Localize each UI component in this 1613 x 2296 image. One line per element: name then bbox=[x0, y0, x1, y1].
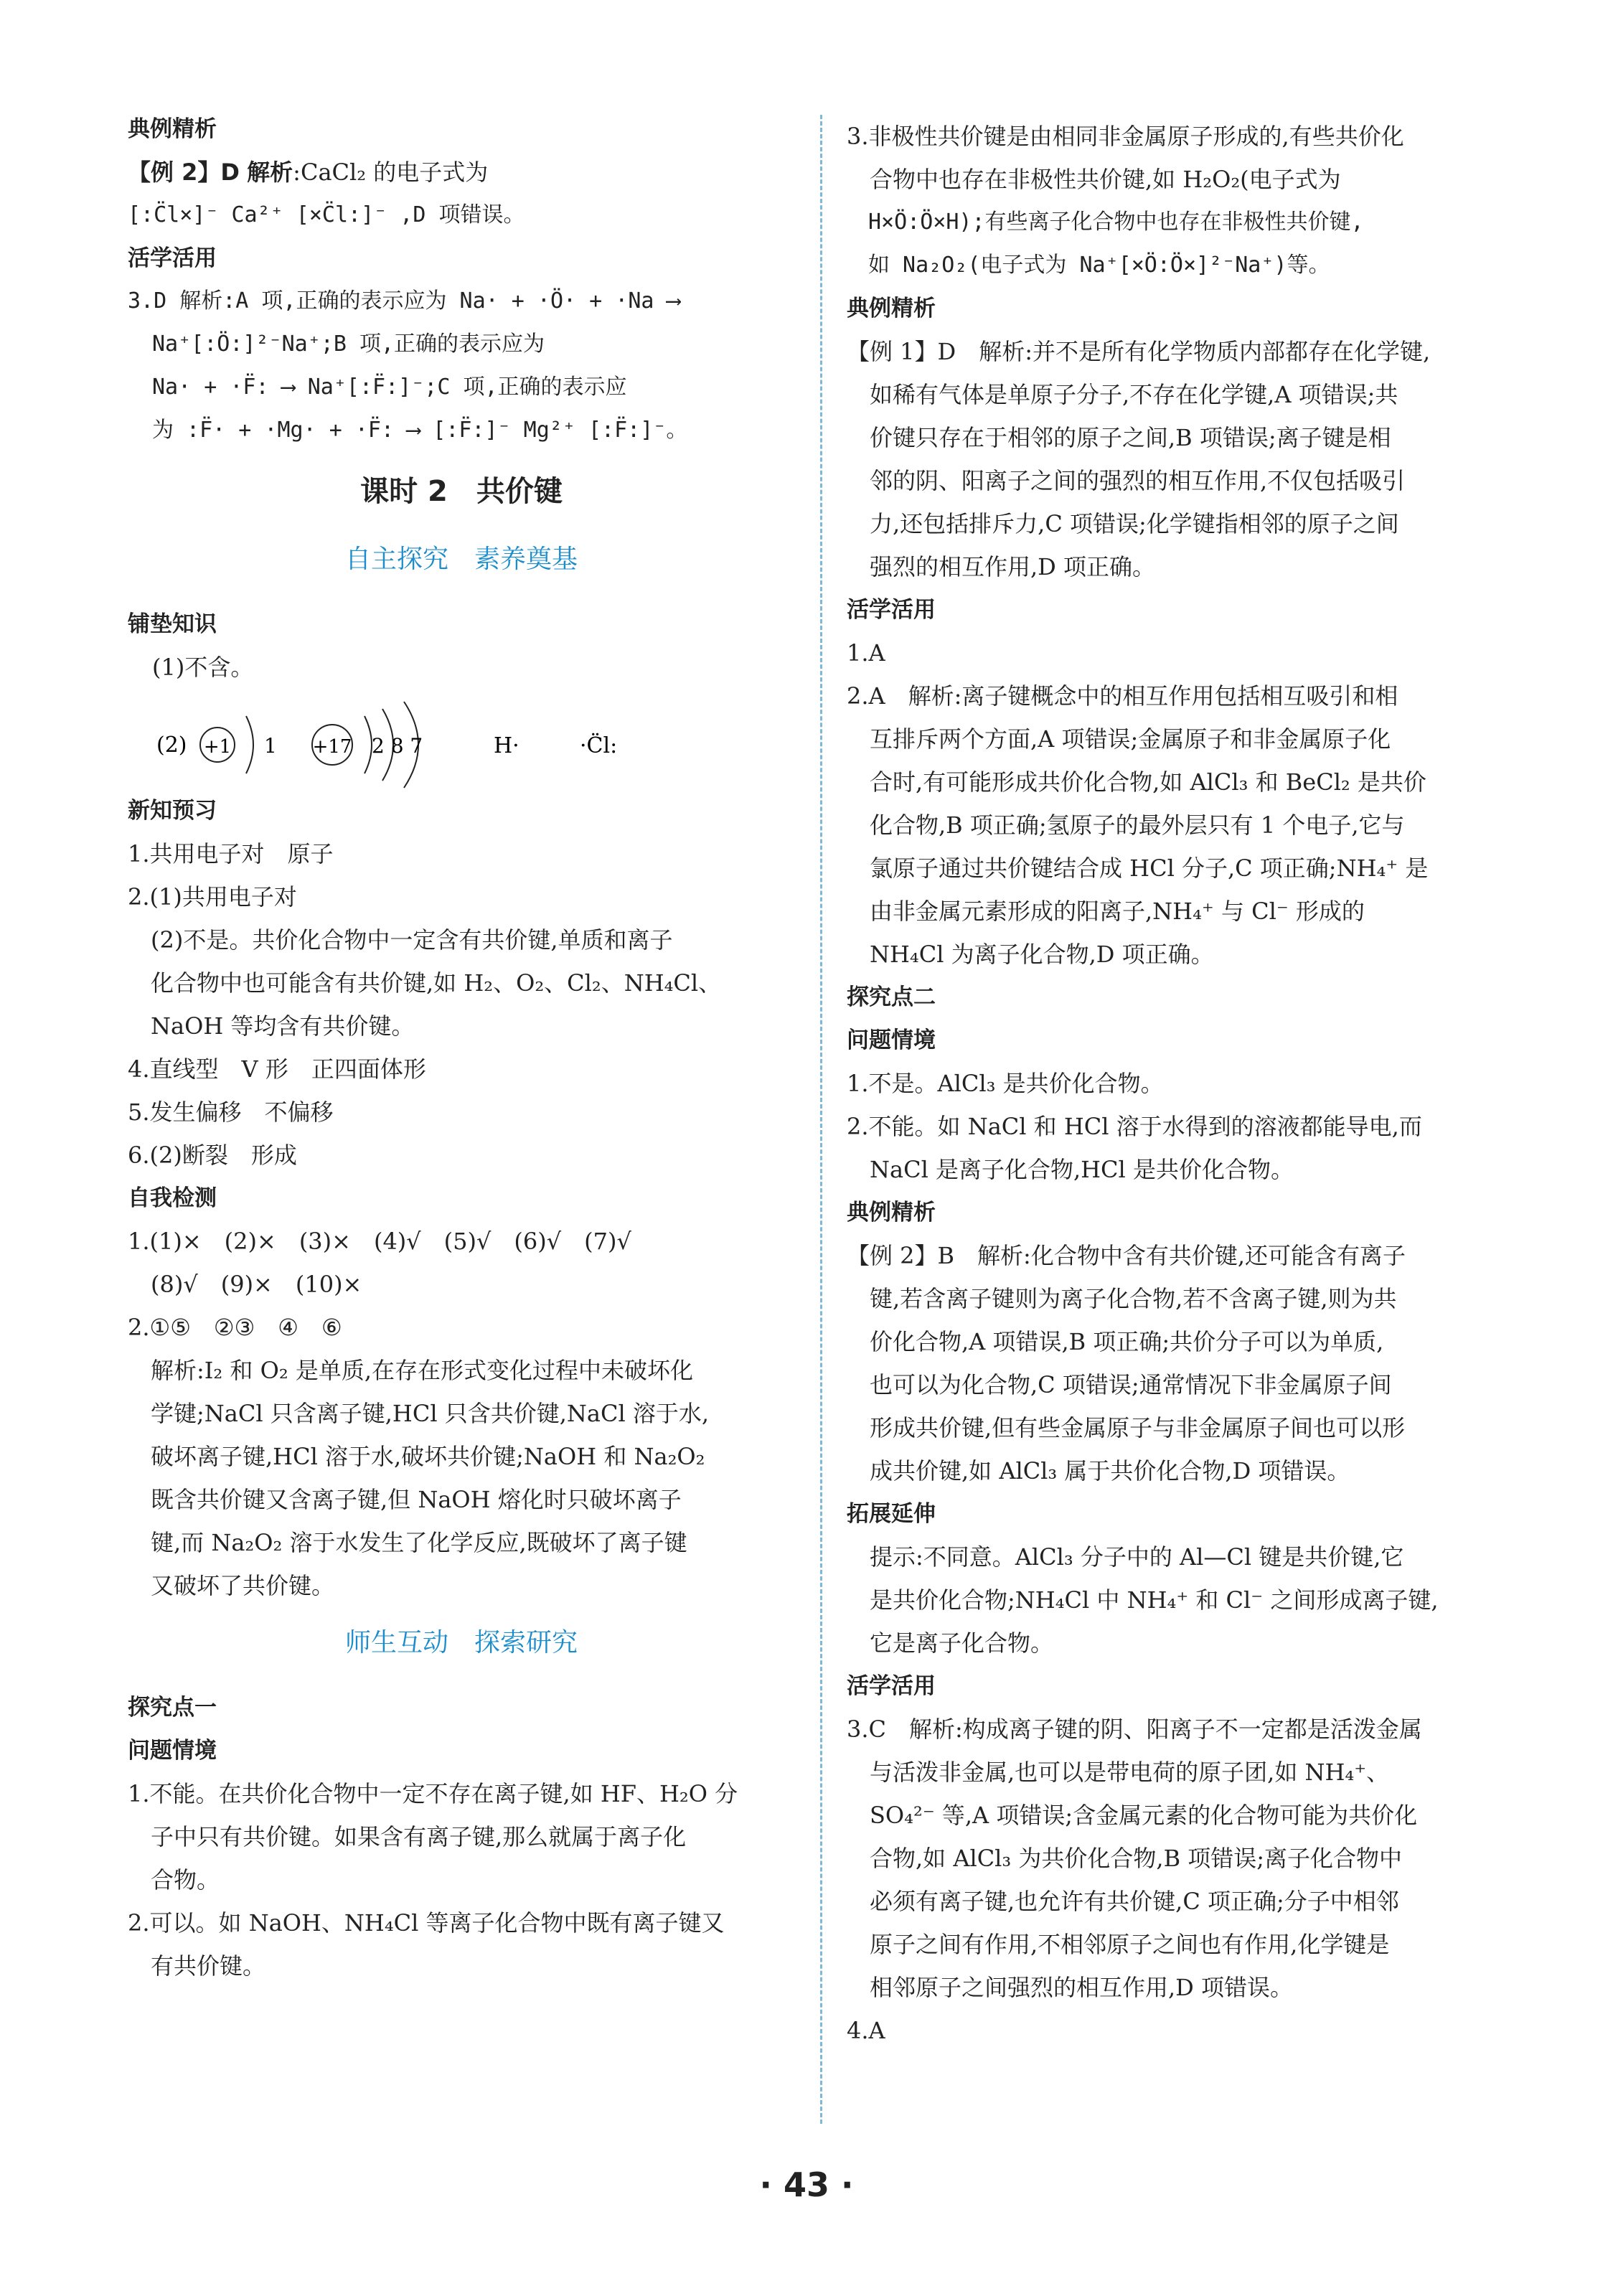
example-2r-line: 也可以为化合物,C 项错误;通常情况下非金属原子间 bbox=[847, 1371, 1392, 1398]
wenti-item: NaCl 是离子化合物,HCl 是共价化合物。 bbox=[847, 1156, 1294, 1183]
heading-tuozhan: 拓展延伸 bbox=[847, 1501, 936, 1527]
column-divider bbox=[820, 115, 822, 2124]
heading-tanjiu-1: 探究点一 bbox=[128, 1695, 217, 1721]
huoxue-line: 氯原子通过共价键结合成 HCl 分子,C 项正确;NH₄⁺ 是 bbox=[847, 855, 1429, 882]
example-2r-line: 价化合物,A 项错误,B 项正确;共价分子可以为单质, bbox=[847, 1328, 1384, 1355]
heading-huoxue-r1: 活学活用 bbox=[847, 597, 936, 623]
ziwo-list bbox=[128, 1220, 795, 1607]
example-1-line: 力,还包括排斥力,C 项错误;化学键指相邻的原子之间 bbox=[847, 510, 1399, 537]
ziwo-item: 2.①⑤ ②③ ④ ⑥ bbox=[128, 1314, 342, 1341]
p3-line: H×Ö:Ö×H);有些离子化合物中也存在非极性共价键, bbox=[847, 210, 1364, 235]
huoxue-line: 1.A bbox=[847, 639, 885, 667]
heading-wenti-2: 问题情境 bbox=[847, 1027, 936, 1053]
heading-huoxue-r2: 活学活用 bbox=[847, 1673, 936, 1699]
ziwo-jx-line: 破坏离子键,HCl 溶于水,破坏共价键;NaOH 和 Na₂O₂ bbox=[128, 1443, 705, 1470]
p3-block bbox=[847, 115, 1514, 287]
atom-structure-diagram bbox=[128, 689, 795, 789]
xinzhi-item: 5.发生偏移 不偏移 bbox=[128, 1098, 334, 1126]
wenti-item: 1.不是。AlCl₃ 是共价化合物。 bbox=[847, 1070, 1164, 1097]
p3-line: 合物中也存在非极性共价键,如 H₂O₂(电子式为 bbox=[847, 166, 1341, 193]
tuozhan-block bbox=[847, 1535, 1514, 1665]
wenti-item: 2.可以。如 NaOH、NH₄Cl 等离子化合物中既有离子键又 bbox=[128, 1909, 725, 1937]
puzhi-1: (1)不含。 bbox=[152, 654, 254, 681]
xinzhi-list bbox=[128, 832, 795, 1177]
ziwo-jx-line: 既含共价键又含离子键,但 NaOH 熔化时只破坏离子 bbox=[128, 1486, 682, 1513]
wenti-item: 2.不能。如 NaCl 和 HCl 溶于水得到的溶液都能导电,而 bbox=[847, 1113, 1422, 1140]
example-2r-block bbox=[847, 1234, 1514, 1492]
huoxue2-line: 原子之间有作用,不相邻原子之间也有作用,化学键是 bbox=[847, 1931, 1390, 1958]
h-shell bbox=[246, 716, 253, 773]
h-nucleus-charge: +1 bbox=[203, 736, 232, 758]
wenti-item: 合物。 bbox=[128, 1866, 220, 1893]
heading-wenti-1: 问题情境 bbox=[128, 1738, 217, 1764]
heading-dianli-r2: 典例精析 bbox=[847, 1200, 936, 1225]
p3-line: 3.非极性共价键是由相同非金属原子形成的,有些共价化 bbox=[847, 123, 1404, 150]
huoxue2-line: 3.C 解析:构成离子键的阴、阳离子不一定都是活泼金属 bbox=[847, 1716, 1422, 1743]
q3-line: 3.D 解析:A 项,正确的表示应为 Na· + ·Ö· + ·Na ⟶ bbox=[128, 288, 680, 314]
heading-ziwo: 自我检测 bbox=[128, 1185, 217, 1211]
xinzhi-item: 化合物中也可能含有共价键,如 H₂、O₂、Cl₂、NH₄Cl、 bbox=[128, 969, 722, 997]
heading-dianli-1: 典例精析 bbox=[128, 116, 217, 142]
huoxue-block-2 bbox=[847, 1708, 1514, 2052]
q3-answer-block bbox=[128, 280, 795, 452]
wenti-item: 1.不能。在共价化合物中一定不存在离子键,如 HF、H₂O 分 bbox=[128, 1780, 738, 1807]
ziwo-jx-line: 解析:I₂ 和 O₂ 是单质,在存在形式变化过程中未破坏化 bbox=[128, 1357, 694, 1384]
ziwo-jx-line: 又破坏了共价键。 bbox=[128, 1572, 335, 1599]
huoxue2-line: SO₄²⁻ 等,A 项错误;含金属元素的化合物可能为共价化 bbox=[847, 1802, 1418, 1829]
section-band-1: 自主探究 素养奠基 bbox=[344, 545, 578, 574]
cl-shell-1 bbox=[365, 716, 372, 773]
huoxue2-line: 与活泼非金属,也可以是带电荷的原子团,如 NH₄⁺、 bbox=[847, 1759, 1390, 1786]
ziwo-item: 1.(1)× (2)× (3)× (4)√ (5)√ (6)√ (7)√ bbox=[128, 1228, 631, 1255]
xinzhi-item: NaOH 等均含有共价键。 bbox=[128, 1012, 415, 1040]
example-1-line: 强烈的相互作用,D 项正确。 bbox=[847, 553, 1156, 580]
example-2r-line: 形成共价键,但有些金属原子与非金属原子间也可以形 bbox=[847, 1414, 1406, 1441]
example-2r-line: 键,若含离子键则为离子化合物,若不含离子键,则为共 bbox=[847, 1285, 1397, 1312]
huoxue-line: 化合物,B 项正确;氢原子的最外层只有 1 个电子,它与 bbox=[847, 811, 1405, 839]
huoxue-line: 由非金属元素形成的阳离子,NH₄⁺ 与 Cl⁻ 形成的 bbox=[847, 898, 1365, 925]
xinzhi-item: 4.直线型 V 形 正四面体形 bbox=[128, 1055, 426, 1083]
heading-xinzhi: 新知预习 bbox=[128, 798, 217, 824]
cl-electron-dot: ·C̈l: bbox=[580, 733, 618, 758]
cl-electrons: 2 8 7 bbox=[372, 734, 423, 758]
wenti-item: 有共价键。 bbox=[128, 1952, 266, 1980]
xinzhi-item: 2.(1)共用电子对 bbox=[128, 883, 297, 911]
lesson-title: 课时 2 共价键 bbox=[360, 475, 563, 508]
tuozhan-line: 是共价化合物;NH₄Cl 中 NH₄⁺ 和 Cl⁻ 之间形成离子键, bbox=[847, 1586, 1439, 1614]
heading-tanjiu-2: 探究点二 bbox=[847, 984, 936, 1010]
section-band-2: 师生互动 探索研究 bbox=[344, 1628, 578, 1657]
q3-line: 为 :F̈· + ·Mg· + ·F̈: ⟶ [:F̈:]⁻ Mg²⁺ [:F̈:]⁻。 bbox=[152, 418, 688, 443]
example-2r-line: 【例 2】B 解析:化合物中含有共价键,还可能含有离子 bbox=[847, 1242, 1406, 1269]
wenti-list-1 bbox=[128, 1772, 795, 1987]
huoxue-line: 2.A 解析:离子键概念中的相互作用包括相互吸引和相 bbox=[847, 682, 1398, 710]
heading-puzhi: 铺垫知识 bbox=[128, 611, 217, 637]
huoxue-line: NH₄Cl 为离子化合物,D 项正确。 bbox=[847, 941, 1214, 968]
puzhi-2-label: (2) bbox=[156, 733, 187, 758]
page-number: · 43 · bbox=[759, 2165, 854, 2204]
huoxue-line: 合时,有可能形成共价化合物,如 AlCl₃ 和 BeCl₂ 是共价 bbox=[847, 768, 1426, 796]
example-2-line: 【例 2】D 解析:CaCl₂ 的电子式为 bbox=[128, 159, 489, 186]
q3-line: Na· + ·F̈: ⟶ Na⁺[:F̈:]⁻;C 项,正确的表示应 bbox=[152, 375, 627, 400]
h-electron-dot: H· bbox=[494, 733, 519, 758]
wenti-list-2 bbox=[847, 1062, 1514, 1191]
huoxue2-line: 必须有离子键,也允许有共价键,C 项正确;分子中相邻 bbox=[847, 1888, 1399, 1915]
tuozhan-line: 提示:不同意。AlCl₃ 分子中的 Al—Cl 键是共价键,它 bbox=[847, 1543, 1404, 1571]
example-1-block bbox=[847, 330, 1514, 588]
huoxue2-line: 相邻原子之间强烈的相互作用,D 项错误。 bbox=[847, 1974, 1294, 2001]
example-2r-line: 成共价键,如 AlCl₃ 属于共价化合物,D 项错误。 bbox=[847, 1457, 1350, 1485]
example-1-line: 如稀有气体是单原子分子,不存在化学键,A 项错误;共 bbox=[847, 381, 1398, 408]
example-1-line: 【例 1】D 解析:并不是所有化学物质内部都存在化学键, bbox=[847, 338, 1431, 365]
atom-diagram-svg bbox=[156, 696, 788, 789]
heading-dianli-r1: 典例精析 bbox=[847, 296, 936, 321]
huoxue2-line: 合物,如 AlCl₃ 为共价化合物,B 项错误;离子化合物中 bbox=[847, 1845, 1403, 1872]
right-column bbox=[847, 115, 1514, 2052]
example-1-line: 价键只存在于相邻的原子之间,B 项错误;离子键是相 bbox=[847, 424, 1391, 451]
ziwo-item: (8)√ (9)× (10)× bbox=[128, 1271, 362, 1298]
p3-line: 如 Na₂O₂(电子式为 Na⁺[×Ö:Ö×]²⁻Na⁺)等。 bbox=[847, 253, 1330, 278]
heading-huoxue-1: 活学活用 bbox=[128, 245, 217, 271]
cl-nucleus-charge: +17 bbox=[312, 736, 352, 758]
xinzhi-item: 1.共用电子对 原子 bbox=[128, 840, 334, 867]
example-1-line: 邻的阴、阳离子之间的强烈的相互作用,不仅包括吸引 bbox=[847, 467, 1406, 494]
tuozhan-line: 它是离子化合物。 bbox=[847, 1629, 1054, 1657]
wenti-item: 子中只有共价键。如果含有离子键,那么就属于离子化 bbox=[128, 1823, 687, 1850]
xinzhi-item: 6.(2)断裂 形成 bbox=[128, 1142, 297, 1169]
h-electrons: 1 bbox=[264, 734, 277, 758]
xinzhi-item: (2)不是。共价化合物中一定含有共价键,单质和离子 bbox=[128, 926, 673, 954]
huoxue2-line: 4.A bbox=[847, 2017, 885, 2044]
huoxue-line: 互排斥两个方面,A 项错误;金属原子和非金属原子化 bbox=[847, 725, 1391, 753]
ziwo-jx-line: 键,而 Na₂O₂ 溶于水发生了化学反应,既破坏了离子键 bbox=[128, 1529, 687, 1556]
cacl2-electron-formula: [:C̈l×]⁻ Ca²⁺ [×C̈l:]⁻ ,D 项错误。 bbox=[128, 202, 525, 227]
left-column bbox=[128, 108, 795, 1987]
ziwo-jx-line: 学键;NaCl 只含离子键,HCl 只含共价键,NaCl 溶于水, bbox=[128, 1400, 710, 1427]
huoxue-block-1 bbox=[847, 631, 1514, 976]
q3-line: Na⁺[:Ö:]²⁻Na⁺;B 项,正确的表示应为 bbox=[152, 331, 545, 357]
